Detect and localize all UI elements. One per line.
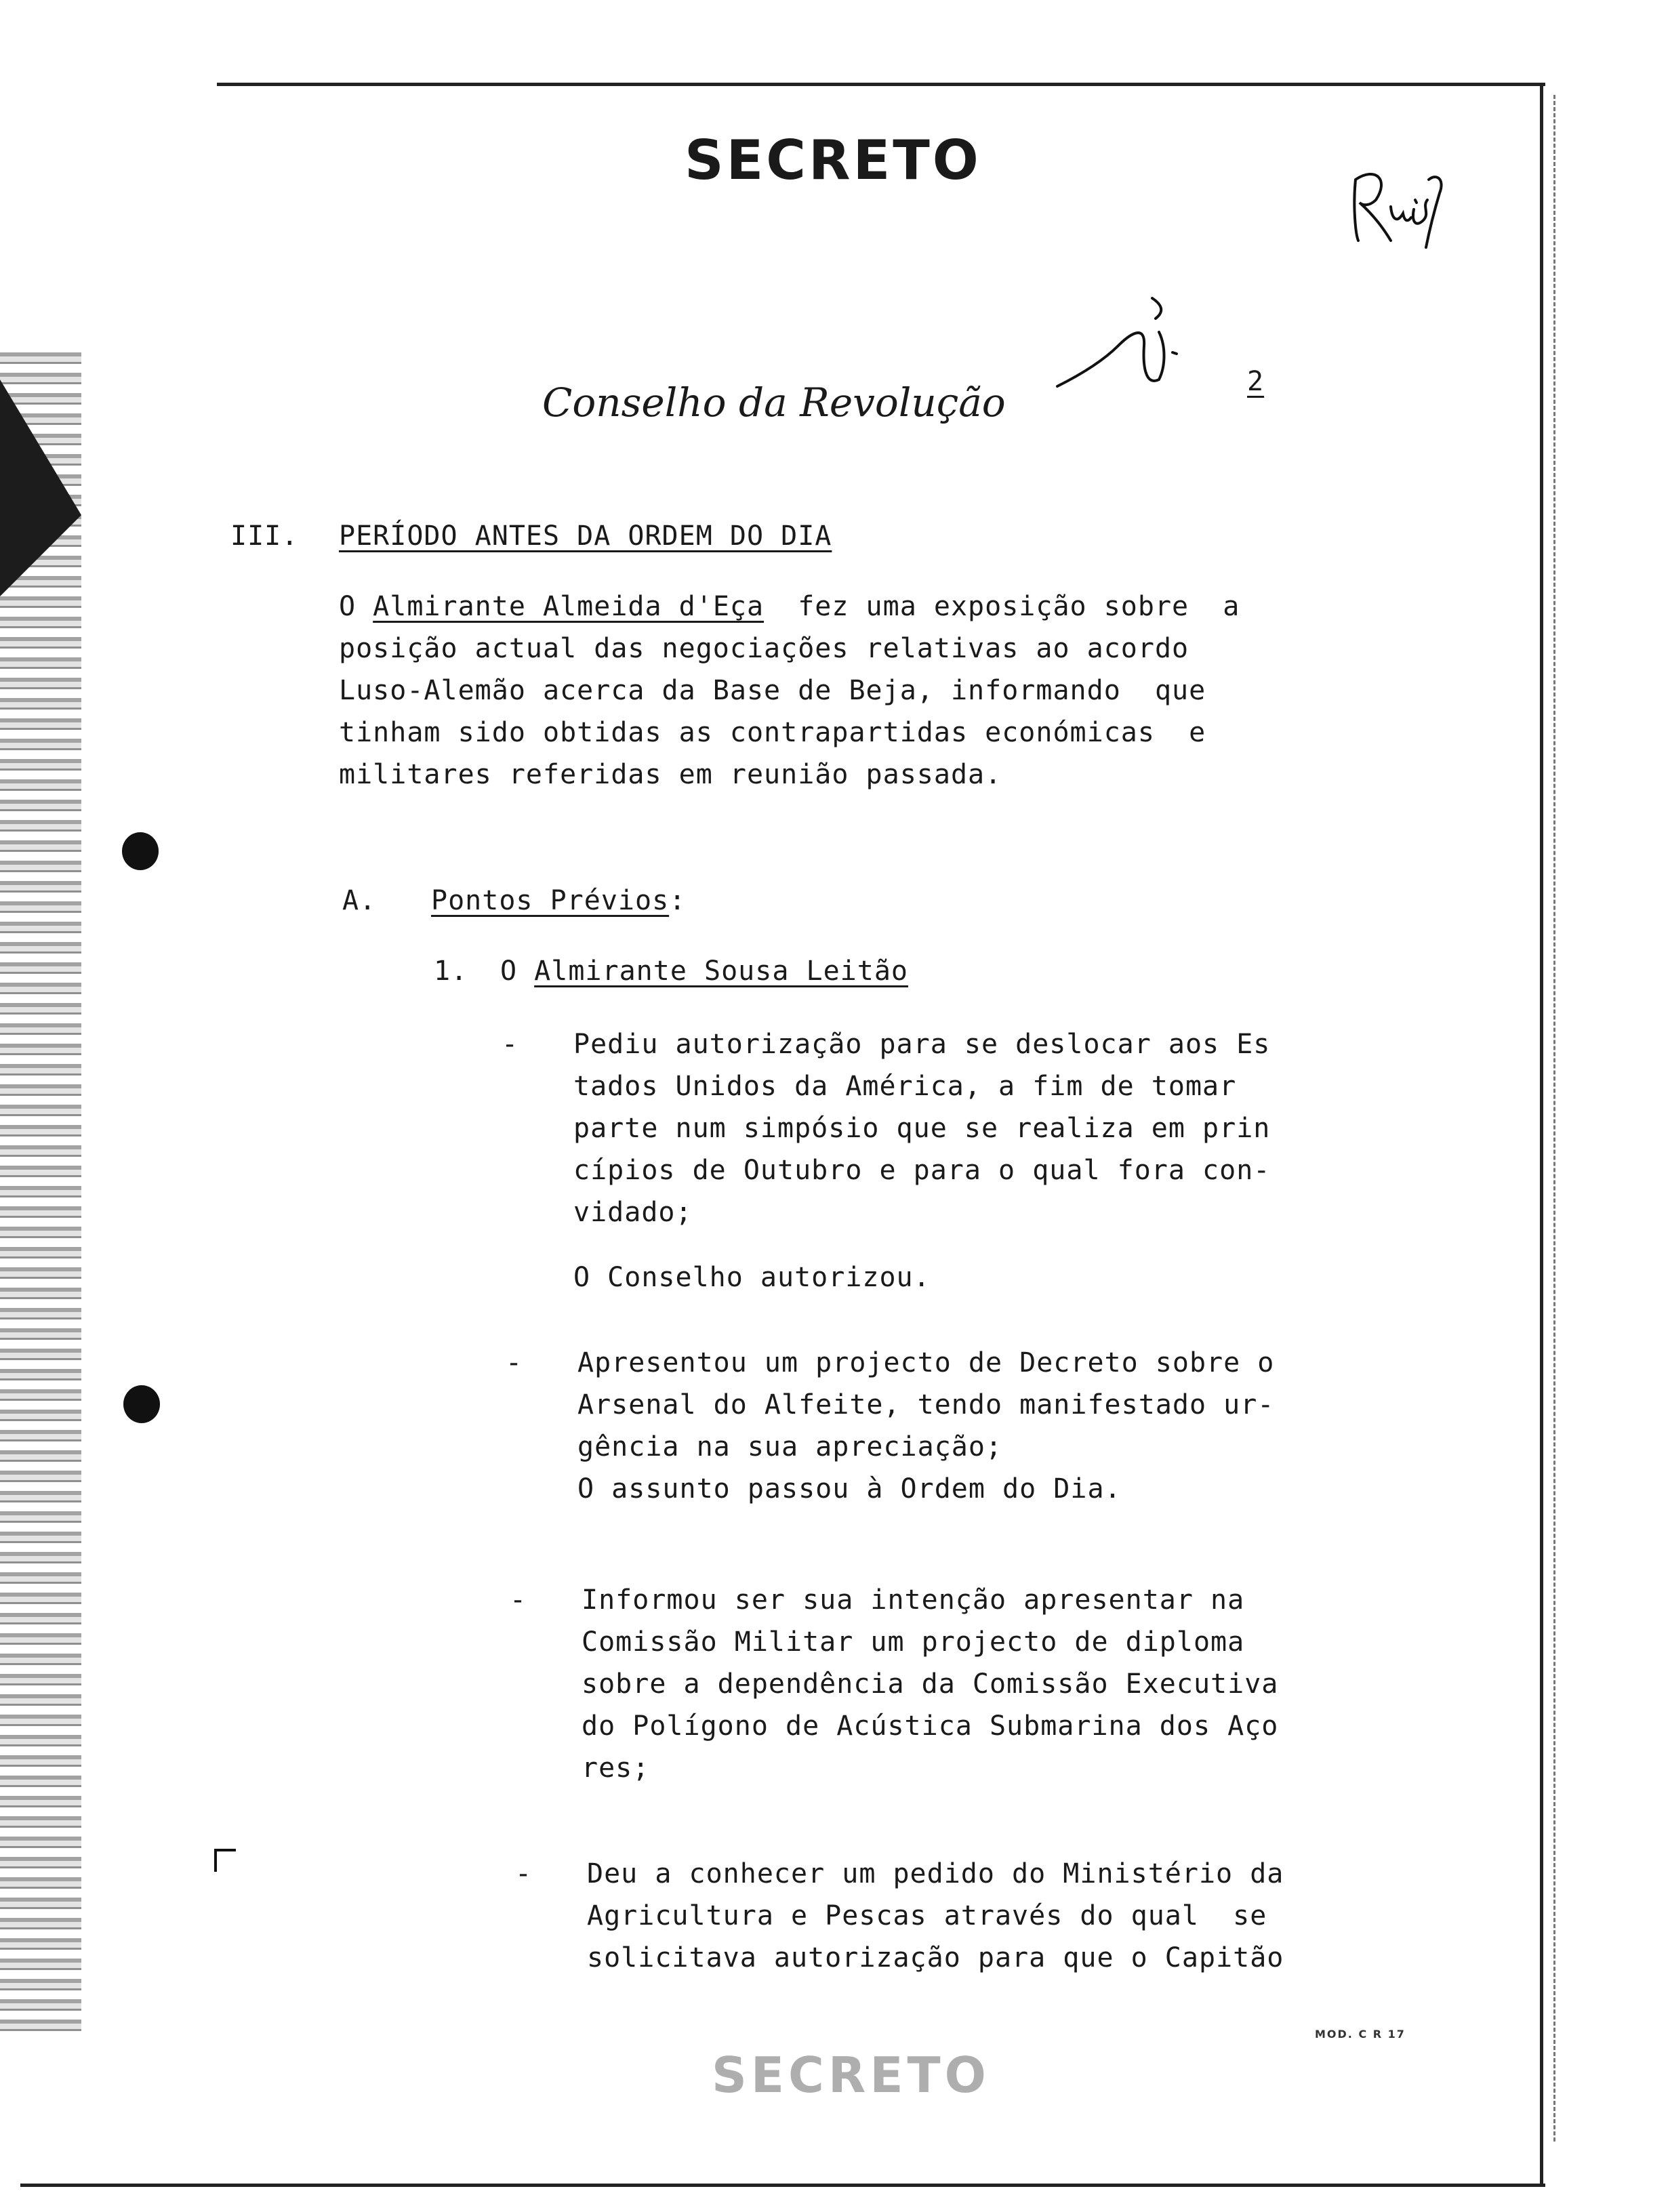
punch-hole [123, 1385, 160, 1423]
page-number: 2 [1247, 366, 1265, 397]
subsection-letter: A. [342, 885, 377, 916]
left-edge-shadow [0, 380, 81, 596]
bottom-border-line [20, 2184, 1545, 2187]
paragraph-line: militares referidas em reunião passada. [339, 759, 1002, 790]
bullet-line: cípios de Outubro e para o qual fora con- [573, 1155, 1271, 1186]
bullet-line: Deu a conhecer um pedido do Ministério da [587, 1858, 1284, 1889]
bullet-line: gência na sua apreciação; [577, 1431, 1003, 1462]
letterhead: Conselho da Revolução [542, 380, 1006, 426]
bullet-dash: - [510, 1584, 527, 1616]
classification-stamp-bottom: SECRETO [712, 2047, 990, 2104]
bullet-line: O assunto passou à Ordem do Dia. [577, 1473, 1122, 1504]
bullet-line: Agricultura e Pescas através do qual se [587, 1900, 1267, 1931]
section-number: III. [230, 520, 299, 552]
left-edge-scan-noise [0, 352, 81, 2033]
right-border-line [1540, 83, 1543, 2187]
bullet-dash: - [502, 1029, 519, 1060]
handwritten-margin-note [1349, 152, 1450, 257]
speaker-name: Almirante Almeida d'Eça [373, 591, 765, 622]
handwritten-initials [1044, 285, 1220, 396]
form-code: MOD. C R 17 [1315, 2028, 1406, 2041]
corner-mark [214, 1849, 236, 1872]
bullet-line: res; [582, 1753, 650, 1784]
bullet-line: tados Unidos da América, a fim de tomar [573, 1071, 1237, 1102]
speaker-name: Almirante Sousa Leitão [534, 956, 908, 987]
top-border-line [217, 83, 1545, 86]
bullet-line: Informou ser sua intenção apresentar na [582, 1584, 1245, 1616]
punch-hole [122, 832, 159, 870]
classification-stamp-top: SECRETO [685, 129, 981, 192]
council-decision: O Conselho autorizou. [573, 1262, 931, 1293]
paragraph-line: Luso-Alemão acerca da Base de Beja, informando que [339, 675, 1206, 706]
paragraph-line: O Almirante Almeida d'Eça fez uma exposição sobre a [339, 591, 1240, 622]
bullet-line: parte num simpósio que se realiza em prin [573, 1113, 1271, 1144]
item-heading: O Almirante Sousa Leitão [500, 956, 908, 987]
bullet-line: solicitava autorização para que o Capitão [587, 1942, 1284, 1973]
paragraph-line: tinham sido obtidas as contrapartidas económicas e [339, 717, 1206, 748]
bullet-line: Comissão Militar um projecto de diploma [582, 1626, 1245, 1658]
bullet-line: Arsenal do Alfeite, tendo manifestado ur- [577, 1389, 1275, 1420]
item-number: 1. [434, 956, 468, 987]
paragraph-line: posição actual das negociações relativas ao acordo [339, 633, 1189, 664]
bullet-line: vidado; [573, 1197, 693, 1228]
right-edge-dashes [1553, 95, 1557, 2142]
bullet-line: Pediu autorização para se deslocar aos Es [573, 1029, 1271, 1060]
bullet-dash: - [515, 1858, 533, 1889]
bullet-line: do Polígono de Acústica Submarina dos Aço [582, 1711, 1279, 1742]
section-title: PERÍODO ANTES DA ORDEM DO DIA [339, 520, 832, 552]
bullet-dash: - [506, 1347, 523, 1378]
bullet-line: Apresentou um projecto de Decreto sobre o [577, 1347, 1275, 1378]
subsection-title: Pontos Prévios: [431, 885, 687, 916]
bullet-line: sobre a dependência da Comissão Executiva [582, 1668, 1279, 1700]
